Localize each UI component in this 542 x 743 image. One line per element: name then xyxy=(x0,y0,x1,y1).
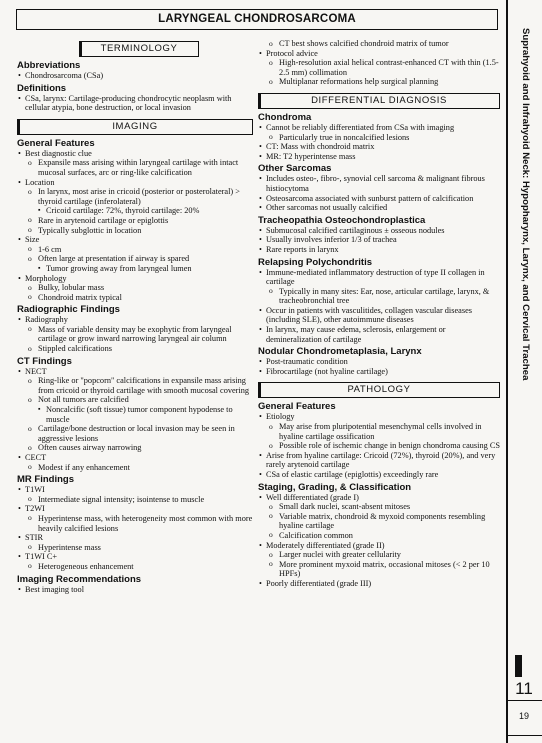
sub-bullet-item: o Multiplanar reformations help surgical planning xyxy=(258,77,500,87)
subsection-heading: MR Findings xyxy=(17,474,74,486)
imaging-heading: IMAGING xyxy=(17,119,253,135)
sub-bullet-item: o Ring-like or "popcorn" calcifications in expansile mass arising from cricoid or thyroid cartilage with smooth mucosal covering xyxy=(17,376,253,395)
section-tab-bar xyxy=(515,655,522,677)
sub-bullet-item: o Bulky, lobular mass xyxy=(17,283,253,293)
sub-bullet-item: o Stippled calcifications xyxy=(17,344,253,354)
sub-bullet-item: o Possible role of ischemic change in benign chondroma causing CS xyxy=(258,441,500,451)
sub-bullet-item: o Hyperintense mass xyxy=(17,543,253,553)
bullet-list xyxy=(17,315,253,353)
bullet-item: • Osteosarcoma associated with sunburst pattern of calcification xyxy=(258,194,500,204)
subsection-heading: Imaging Recommendations xyxy=(17,573,142,585)
subsection-heading: General Features xyxy=(258,401,336,413)
bullet-item: • NECT xyxy=(17,367,253,377)
bullet-list xyxy=(258,493,500,589)
bullet-list xyxy=(258,123,500,161)
sub-bullet-item: o Expansile mass arising within laryngeal cartilage with intact mucosal surfaces, arc or ring-like calcification xyxy=(17,158,253,177)
sub-bullet-item: o Heterogeneous enhancement xyxy=(17,562,253,572)
bullet-list xyxy=(17,94,253,113)
continued-list xyxy=(258,39,500,87)
bullet-item: • T1WI C+ xyxy=(17,552,253,562)
sub-bullet-item: o Cartilage/bone destruction or local invasion may be seen in aggressive lesions xyxy=(17,424,253,443)
side-tab-rule xyxy=(506,0,508,743)
bullet-list xyxy=(258,268,500,345)
bullet-item: • Post-traumatic condition xyxy=(258,357,500,367)
sub-bullet-item: o May arise from pluripotential mesenchymal cells involved in hyaline cartilage ossification xyxy=(258,422,500,441)
left-column xyxy=(17,39,253,594)
sub-bullet-item: o Typically subglottic in location xyxy=(17,226,253,236)
sub-bullet-item: o Typically in many sites: Ear, nose, articular cartilage, larynx, & tracheobronchial tree xyxy=(258,287,500,306)
bullet-item: • T2WI xyxy=(17,504,253,514)
bullet-item: • Poorly differentiated (grade III) xyxy=(258,579,500,589)
bullet-item: • CSa of elastic cartilage (epiglottis) exceedingly rare xyxy=(258,470,500,480)
bullet-list xyxy=(17,585,253,595)
footer-rule xyxy=(506,735,542,736)
bullet-list xyxy=(258,226,500,255)
bullet-item: • Arise from hyaline cartilage: Cricoid (72%), thyroid (20%), and very rarely arytenoid cartilage xyxy=(258,451,500,470)
bullet-item: • Morphology xyxy=(17,274,253,284)
sub-bullet-item: o Larger nuclei with greater cellularity xyxy=(258,550,500,560)
bullet-item: • Immune-mediated inflammatory destruction of type II collagen in cartilage xyxy=(258,268,500,287)
bullet-item: • Includes osteo-, fibro-, synovial cell sarcoma & malignant fibrous histiocytoma xyxy=(258,174,500,193)
bullet-list xyxy=(17,485,253,571)
subsection-heading: Other Sarcomas xyxy=(258,163,332,175)
bullet-item: • Moderately differentiated (grade II) xyxy=(258,541,500,551)
terminology-heading: TERMINOLOGY xyxy=(79,41,199,57)
subsection-heading: Radiographic Findings xyxy=(17,304,120,316)
sub-bullet-item: o Small dark nuclei, scant-absent mitoses xyxy=(258,502,500,512)
running-title: Suprahyoid and Infrahyoid Neck: Hypopharynx, Larynx, and Cervical Trachea xyxy=(520,28,531,381)
sub-bullet-item: o Often large at presentation if airway is spared xyxy=(17,254,253,264)
sub-bullet-item: o Modest if any enhancement xyxy=(17,463,253,473)
subsection-heading: CT Findings xyxy=(17,355,72,367)
bullet-list xyxy=(258,357,500,376)
bullet-item: • CT: Mass with chondroid matrix xyxy=(258,142,500,152)
bullet-item: • Occur in patients with vasculitides, collagen vascular diseases (including SLE), other autoimmune diseases xyxy=(258,306,500,325)
sub-bullet-item: o Not all tumors are calcified xyxy=(17,395,253,405)
bullet-item: • Fibrocartilage (not hyaline cartilage) xyxy=(258,367,500,377)
pathology-section xyxy=(258,401,500,588)
subsection-heading: General Features xyxy=(17,137,95,149)
bullet-item: • Cannot be reliably differentiated from CSa with imaging xyxy=(258,123,500,133)
subsection-heading: Definitions xyxy=(17,82,67,94)
sub-bullet-item: o CT best shows calcified chondroid matrix of tumor xyxy=(258,39,500,49)
right-column xyxy=(258,39,500,589)
bullet-list xyxy=(17,71,253,81)
sub-bullet-item: o Calcification common xyxy=(258,531,500,541)
sub-bullet-item: o Intermediate signal intensity; isointense to muscle xyxy=(17,495,253,505)
bullet-item: • Protocol advice xyxy=(258,49,500,59)
differential-section xyxy=(258,112,500,376)
imaging-section xyxy=(17,138,253,594)
bullet-list xyxy=(258,412,500,479)
terminology-section xyxy=(17,60,253,113)
sub-sub-bullet-item: ▪ Cricoid cartilage: 72%, thyroid cartilage: 20% xyxy=(17,206,253,216)
subsection-heading: Chondroma xyxy=(258,111,312,123)
bullet-item: • Etiology xyxy=(258,412,500,422)
bullet-item: • Location xyxy=(17,178,253,188)
subsection-heading: Staging, Grading, & Classification xyxy=(258,481,412,493)
page-number: 19 xyxy=(518,711,529,721)
subsection-heading: Abbreviations xyxy=(17,60,81,71)
bullet-item: • Well differentiated (grade I) xyxy=(258,493,500,503)
sub-bullet-item: o Often causes airway narrowing xyxy=(17,443,253,453)
bullet-item: • Other sarcomas not usually calcified xyxy=(258,203,500,213)
bullet-item: • Chondrosarcoma (CSa) xyxy=(17,71,253,81)
bullet-item: • STIR xyxy=(17,533,253,543)
bullet-item: • CECT xyxy=(17,453,253,463)
sub-bullet-item: o In larynx, most arise in cricoid (posterior or posterolateral) > thyroid cartilage (inferolateral) xyxy=(17,187,253,206)
bullet-item: • Rare reports in larynx xyxy=(258,245,500,255)
tab-divider xyxy=(506,700,542,701)
sub-bullet-item: o Rare in arytenoid cartilage or epiglottis xyxy=(17,216,253,226)
sub-bullet-item: o Variable matrix, chondroid & myxoid components resembling hyaline cartilage xyxy=(258,512,500,531)
sub-bullet-item: o Particularly true in noncalcified lesions xyxy=(258,133,500,143)
sub-bullet-item: o High-resolution axial helical contrast-enhanced CT with thin (1.5-2.5 mm) collimation xyxy=(258,58,500,77)
subsection-heading: Relapsing Polychondritis xyxy=(258,256,373,268)
bullet-item: • Usually involves inferior 1/3 of trachea xyxy=(258,235,500,245)
sub-sub-bullet-item: ▪ Tumor growing away from laryngeal lumen xyxy=(17,264,253,274)
bullet-item: • Best diagnostic clue xyxy=(17,149,253,159)
bullet-item: • Radiography xyxy=(17,315,253,325)
subsection-heading: Tracheopathia Osteochondroplastica xyxy=(258,214,426,226)
bullet-item: • Size xyxy=(17,235,253,245)
bullet-item: • MR: T2 hyperintense mass xyxy=(258,152,500,162)
bullet-item: • Best imaging tool xyxy=(17,585,253,595)
page-title: LARYNGEAL CHONDROSARCOMA xyxy=(16,9,498,30)
sub-bullet-item: o Chondroid matrix typical xyxy=(17,293,253,303)
section-number: 11 xyxy=(515,679,533,698)
bullet-list xyxy=(17,367,253,473)
pathology-heading: PATHOLOGY xyxy=(258,382,500,398)
subsection-heading: Nodular Chondrometaplasia, Larynx xyxy=(258,346,422,358)
sub-bullet-item: o More prominent myxoid matrix, occasional mitoses (< 2 per 10 HPFs) xyxy=(258,560,500,579)
sub-sub-bullet-item: ▪ Noncalcific (soft tissue) tumor component hypodense to muscle xyxy=(17,405,253,424)
differential-heading: DIFFERENTIAL DIAGNOSIS xyxy=(258,93,500,109)
sub-bullet-item: o 1-6 cm xyxy=(17,245,253,255)
sub-bullet-item: o Mass of variable density may be exophytic from laryngeal cartilage or grow inward narrowing laryngeal air column xyxy=(17,325,253,344)
bullet-item: • Submucosal calcified cartilaginous ± osseous nodules xyxy=(258,226,500,236)
bullet-item: • CSa, larynx: Cartilage-producing chondrocytic neoplasm with cellular atypia, bone destruction, or local invasion xyxy=(17,94,253,113)
sub-bullet-item: o Hyperintense mass, with heterogeneity most common with more heavily calcified lesions xyxy=(17,514,253,533)
bullet-list xyxy=(17,149,253,303)
bullet-list xyxy=(258,174,500,212)
bullet-item: • In larynx, may cause edema, sclerosis, enlargement or demineralization of cartilage xyxy=(258,325,500,344)
bullet-item: • T1WI xyxy=(17,485,253,495)
